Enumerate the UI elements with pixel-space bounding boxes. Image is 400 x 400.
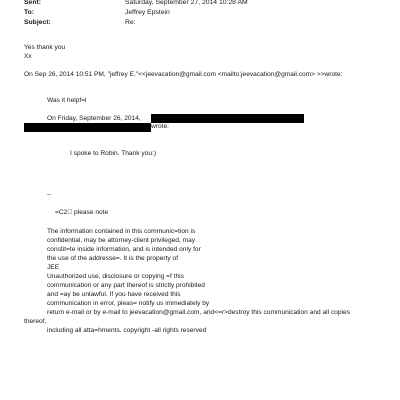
sent-value: Saturday, September 27, 2014 10:28 AM (125, 0, 248, 6)
disclaimer-line: and =ay be unlawful. If you have received this (47, 291, 181, 298)
disclaimer-line: thereof, (24, 318, 47, 325)
disclaimer-line: communication in error, pleas= notify us immediately by (47, 300, 210, 307)
subject-label: Subject: (24, 19, 51, 26)
disclaimer-line: communication or any part thereof is strictly prohibited (47, 282, 205, 289)
disclaimer-line: The information contained in this communic=tion is (47, 228, 196, 235)
reply-line-1: Yes thank you (24, 44, 66, 51)
inner-quote-suffix: wrote: (151, 123, 169, 130)
to-value: Jeffrey Epstein (125, 9, 170, 16)
disclaimer-line: return e-mail or by e-mail to jeevacation@gmail.com, and<=r>destroy this communication and all copies (47, 309, 351, 316)
quote-header: On Sep 26, 2014 10:51 PM, "jeffrey E."<<jeevacation@gmail.com <mailto:jeevacation@gmail.com> >>wrote: (24, 71, 343, 78)
sent-label: Sent: (24, 0, 41, 6)
redaction-bar-1 (151, 114, 304, 123)
to-label: To: (24, 9, 35, 16)
disclaimer-line: the use of the addresse=. It is the property of (47, 255, 179, 262)
please-note: =C2  please note (55, 209, 109, 216)
subject-value: Re: (125, 19, 136, 26)
reply-line-2: Xx (24, 53, 32, 60)
signature-dashes: -- (47, 191, 52, 198)
was-it-helpful: Was it helpf=l (47, 97, 87, 104)
disclaimer-line: JEE (47, 264, 60, 271)
disclaimer-line: Unauthorized use, disclosure or copying =f this (47, 273, 184, 280)
redaction-bar-2 (24, 123, 151, 132)
disclaimer-line: confidential, may be attorney-client privileged, may (47, 237, 196, 244)
disclaimer-line: including all atta=hments. copyright -all rights reserved (47, 327, 207, 334)
inner-quote-prefix: On Friday, September 26, 2014, (47, 115, 141, 122)
spoke-line: I spoke to Robin. Thank you:) (70, 150, 157, 157)
disclaimer-line: constit=te inside information, and is intended only for (47, 246, 201, 253)
